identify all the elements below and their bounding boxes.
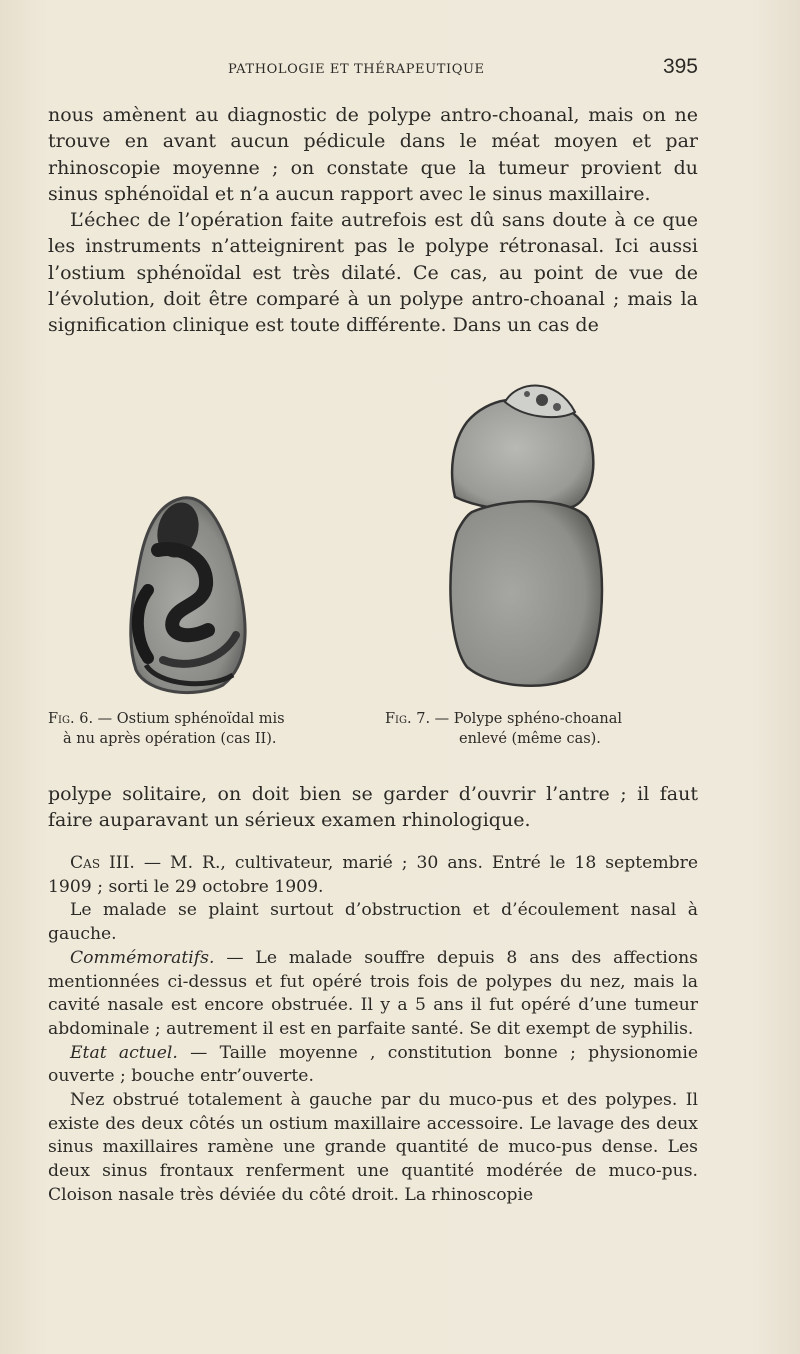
case-intro-text: — M. R., cultivateur, marié ; 30 ans. Entré le 18 septembre 1909 ; sorti le 29 octobre 1909.: [48, 853, 699, 897]
case-report: [48, 852, 698, 1208]
figure-6-caption-line-2: à nu après opération (cas II).: [63, 731, 277, 747]
figure-6-caption: [48, 709, 348, 749]
page-header: [48, 55, 698, 85]
paragraph: polype solitaire, on doit bien se garder d’ouvrir l’antre ; il faut faire auparavant un sérieux examen rhinologique.: [48, 783, 698, 832]
figure-6-label: Fig. 6.: [48, 711, 94, 727]
body-text-middle: [48, 781, 698, 834]
figure-7-label: Fig. 7.: [385, 711, 431, 727]
case-intro: [48, 852, 698, 899]
commemoratifs-text: — Le malade souffre depuis 8 ans des affections mentionnées ci-dessus et fut opéré trois fois de polypes du nez, mais la cavité nasale est encore obstruée. Il y a 5 ans il fut opéré d’une tumeur abdominale ; autrement il est en parfaite santé. Se dit exempt de syphilis.: [48, 947, 698, 1039]
page-number: 395: [662, 55, 698, 78]
figure-6-caption-line-1: — Ostium sphénoïdal mis: [97, 711, 285, 727]
etat-actuel-label: Etat actuel.: [70, 1042, 178, 1063]
commemoratifs-label: Commémoratifs.: [70, 947, 215, 968]
figure-7-illustration: [447, 372, 607, 694]
body-text-top: [48, 102, 698, 339]
sphenoid-ostium-drawing: [128, 490, 254, 700]
figure-7-caption-line-1: — Polype sphéno-choanal: [434, 711, 623, 727]
case-label: Cas III.: [70, 853, 135, 873]
case-commemoratifs: [48, 947, 698, 1042]
etat-actuel-text: — Taille moyenne , constitution bonne ; physionomie ouverte ; bouche entr’ouverte.: [48, 1042, 698, 1087]
case-complaint: Le malade se plaint surtout d’obstruction et d’écoulement nasal à gauche.: [48, 900, 698, 945]
paragraph: L’échec de l’opération faite autrefois est dû sans doute à ce que les instruments n’atteignirent pas le polype rétronasal. Ici aussi l’ostium sphénoïdal est très dilaté. Ce cas, au point de vue de l’évolution, doit être comparé à un polype antro-choanal ; mais la signification clinique est toute différente. Dans un cas de: [48, 209, 698, 337]
case-etat-actuel: [48, 1042, 698, 1089]
running-head: PATHOLOGIE ET THÉRAPEUTIQUE: [228, 62, 485, 77]
polyp-drawing: [447, 372, 607, 694]
figure-7-caption-line-2: enlevé (même cas).: [459, 731, 601, 747]
figure-6-illustration: [128, 490, 254, 700]
figure-7-caption: [385, 709, 705, 749]
paragraph: nous amènent au diagnostic de polype antro-choanal, mais on ne trouve en avant aucun pédicule dans le méat moyen et par rhinoscopie moyenne ; on constate que la tumeur provient du sinus sphénoïdal et n’a aucun rapport avec le sinus maxillaire.: [48, 104, 698, 205]
case-nez: Nez obstrué totalement à gauche par du muco-pus et des polypes. Il existe des deux côtés un ostium maxillaire accessoire. Le lavage des deux sinus maxillaires ramène une grande quantité de muco-pus dense. Les deux sinus frontaux renferment une quantité modérée de muco-pus. Cloison nasale très déviée du côté droit. La rhinoscopie: [48, 1090, 698, 1205]
